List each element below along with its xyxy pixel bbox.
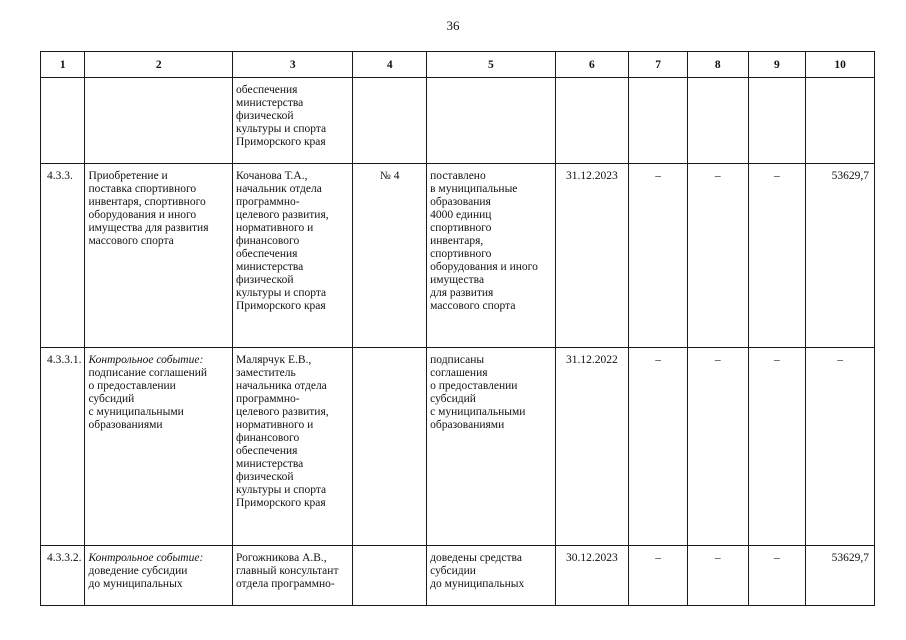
- result-line: имущества: [430, 274, 485, 286]
- responsible-line: начальник отдела: [236, 183, 322, 195]
- indicator-cell: [353, 78, 427, 164]
- result-line: спортивного: [430, 222, 492, 234]
- result-line: с муниципальными: [430, 406, 526, 418]
- responsible-line: физической: [236, 110, 294, 122]
- responsible-line: министерства: [236, 261, 304, 273]
- indicator-cell: [353, 164, 427, 348]
- item-number: 4.3.3.1.: [47, 354, 82, 366]
- responsible-line: программно-: [236, 393, 300, 405]
- table-row: [41, 546, 875, 606]
- deadline-cell: [555, 78, 629, 164]
- table-header-row: [41, 52, 875, 78]
- responsible-line: министерства: [236, 97, 304, 109]
- table-row: [41, 164, 875, 348]
- responsible-line: физической: [236, 471, 294, 483]
- result-line: образования: [430, 196, 491, 208]
- funding-amount-cell: [806, 164, 875, 348]
- column-8-cell: [687, 348, 748, 546]
- indicator-cell: [353, 546, 427, 606]
- column-9-value: –: [773, 552, 780, 564]
- item-number-cell: [41, 78, 85, 164]
- responsible-cell: [233, 78, 353, 164]
- indicator-number: № 4: [379, 170, 400, 182]
- item-name-line: субсидий: [88, 393, 135, 405]
- table-row: [41, 348, 875, 546]
- result-line: 4000 единиц: [430, 209, 492, 221]
- result-cell: [427, 348, 555, 546]
- funding-amount: 53629,7: [831, 552, 869, 564]
- item-number-cell: [41, 164, 85, 348]
- column-header: 7: [629, 52, 688, 78]
- item-name-line: Приобретение и: [88, 170, 168, 182]
- item-number-cell: [41, 546, 85, 606]
- responsible-line: целевого развития,: [236, 406, 329, 418]
- responsible-cell: [233, 164, 353, 348]
- result-line: инвентаря,: [430, 235, 484, 247]
- item-name-line: доведение субсидии: [88, 565, 188, 577]
- result-cell: [427, 78, 555, 164]
- item-name-line: инвентаря, спортивного: [88, 196, 206, 208]
- item-name-line: образованиями: [88, 419, 163, 431]
- responsible-cell: [233, 546, 353, 606]
- column-header: 8: [687, 52, 748, 78]
- responsible-line: финансового: [236, 432, 300, 444]
- responsible-line: культуры и спорта: [236, 287, 327, 299]
- column-7-cell: [629, 348, 688, 546]
- result-line: оборудования и иного: [430, 261, 538, 273]
- plan-table: [40, 51, 875, 606]
- responsible-line: Малярчук Е.В.,: [236, 354, 312, 366]
- column-9-cell: [748, 164, 806, 348]
- column-7-cell: [629, 78, 688, 164]
- result-line: в муниципальные: [430, 183, 518, 195]
- column-7-value: –: [655, 170, 661, 182]
- result-line: образованиями: [430, 419, 505, 431]
- column-header: 3: [233, 52, 353, 78]
- responsible-line: обеспечения: [236, 84, 298, 96]
- result-line: для развития: [430, 287, 494, 299]
- responsible-line: отдела программно-: [236, 578, 335, 590]
- result-line: спортивного: [430, 248, 492, 260]
- responsible-line: нормативного и: [236, 222, 314, 234]
- responsible-line: культуры и спорта: [236, 484, 327, 496]
- deadline-cell: [555, 348, 629, 546]
- item-name-cell: [85, 78, 233, 164]
- result-line: субсидий: [430, 393, 476, 405]
- result-cell: [427, 164, 555, 348]
- column-7-value: –: [655, 354, 661, 366]
- result-line: соглашения: [430, 367, 488, 379]
- item-name-line: поставка спортивного: [88, 183, 197, 195]
- funding-amount-cell: [806, 348, 875, 546]
- result-line: субсидии: [430, 565, 476, 577]
- responsible-line: физической: [236, 274, 294, 286]
- item-number: 4.3.3.: [47, 170, 73, 182]
- funding-amount: 53629,7: [831, 170, 869, 182]
- table-row: [41, 78, 875, 164]
- column-8-value: –: [714, 552, 721, 564]
- result-line: о предоставлении: [430, 380, 518, 392]
- deadline-date: 31.12.2022: [566, 354, 618, 366]
- responsible-line: финансового: [236, 235, 300, 247]
- deadline-cell: [555, 164, 629, 348]
- column-header: 10: [806, 52, 875, 78]
- responsible-line: нормативного и: [236, 419, 314, 431]
- responsible-line: главный консультант: [236, 565, 339, 577]
- column-8-cell: [687, 78, 748, 164]
- column-8-cell: [687, 164, 748, 348]
- column-9-cell: [748, 348, 806, 546]
- deadline-cell: [555, 546, 629, 606]
- deadline-date: 31.12.2023: [566, 170, 618, 182]
- item-name-line: до муниципальных: [88, 578, 183, 590]
- column-8-value: –: [714, 170, 721, 182]
- responsible-line: Рогожникова А.В.,: [236, 552, 327, 564]
- column-9-value: –: [773, 170, 780, 182]
- responsible-line: Приморского края: [236, 300, 326, 312]
- column-header: 4: [353, 52, 427, 78]
- responsible-line: программно-: [236, 196, 300, 208]
- result-line: подписаны: [430, 354, 485, 366]
- control-event-label: Контрольное событие:: [88, 552, 204, 564]
- result-line: массового спорта: [430, 300, 516, 312]
- column-header: 9: [748, 52, 806, 78]
- control-event-label: Контрольное событие:: [88, 354, 204, 366]
- result-line: поставлено: [430, 170, 486, 182]
- responsible-line: начальника отдела: [236, 380, 327, 392]
- page-number: 36: [446, 18, 460, 33]
- responsible-line: Кочанова Т.А.,: [236, 170, 308, 182]
- column-7-cell: [629, 546, 688, 606]
- column-9-cell: [748, 78, 806, 164]
- result-cell: [427, 546, 555, 606]
- column-9-value: –: [773, 354, 780, 366]
- item-name-line: подписание соглашений: [88, 367, 208, 379]
- responsible-cell: [233, 348, 353, 546]
- responsible-line: заместитель: [236, 367, 296, 379]
- responsible-line: Приморского края: [236, 497, 326, 509]
- item-name-line: имущества для развития: [88, 222, 209, 234]
- item-name-line: с муниципальными: [88, 406, 184, 418]
- funding-amount-cell: [806, 546, 875, 606]
- item-name-cell: [85, 164, 233, 348]
- responsible-line: Приморского края: [236, 136, 326, 148]
- column-8-value: –: [714, 354, 721, 366]
- responsible-line: культуры и спорта: [236, 123, 327, 135]
- funding-amount-cell: [806, 78, 875, 164]
- result-line: до муниципальных: [430, 578, 525, 590]
- indicator-cell: [353, 348, 427, 546]
- column-7-value: –: [655, 552, 661, 564]
- column-7-cell: [629, 164, 688, 348]
- item-name-line: о предоставлении: [88, 380, 176, 392]
- item-name-line: оборудования и иного: [88, 209, 197, 221]
- column-header: 1: [41, 52, 85, 78]
- responsible-line: министерства: [236, 458, 304, 470]
- item-name-cell: [85, 546, 233, 606]
- item-name-line: массового спорта: [88, 235, 174, 247]
- responsible-line: обеспечения: [236, 248, 298, 260]
- column-8-cell: [687, 546, 748, 606]
- item-number-cell: [41, 348, 85, 546]
- item-number: 4.3.3.2.: [47, 552, 82, 564]
- column-header: 6: [555, 52, 629, 78]
- item-name-cell: [85, 348, 233, 546]
- responsible-line: обеспечения: [236, 445, 298, 457]
- funding-amount: –: [837, 354, 843, 366]
- result-line: доведены средства: [430, 552, 522, 564]
- deadline-date: 30.12.2023: [566, 552, 618, 564]
- column-9-cell: [748, 546, 806, 606]
- column-header: 2: [85, 52, 233, 78]
- responsible-line: целевого развития,: [236, 209, 329, 221]
- column-header: 5: [427, 52, 555, 78]
